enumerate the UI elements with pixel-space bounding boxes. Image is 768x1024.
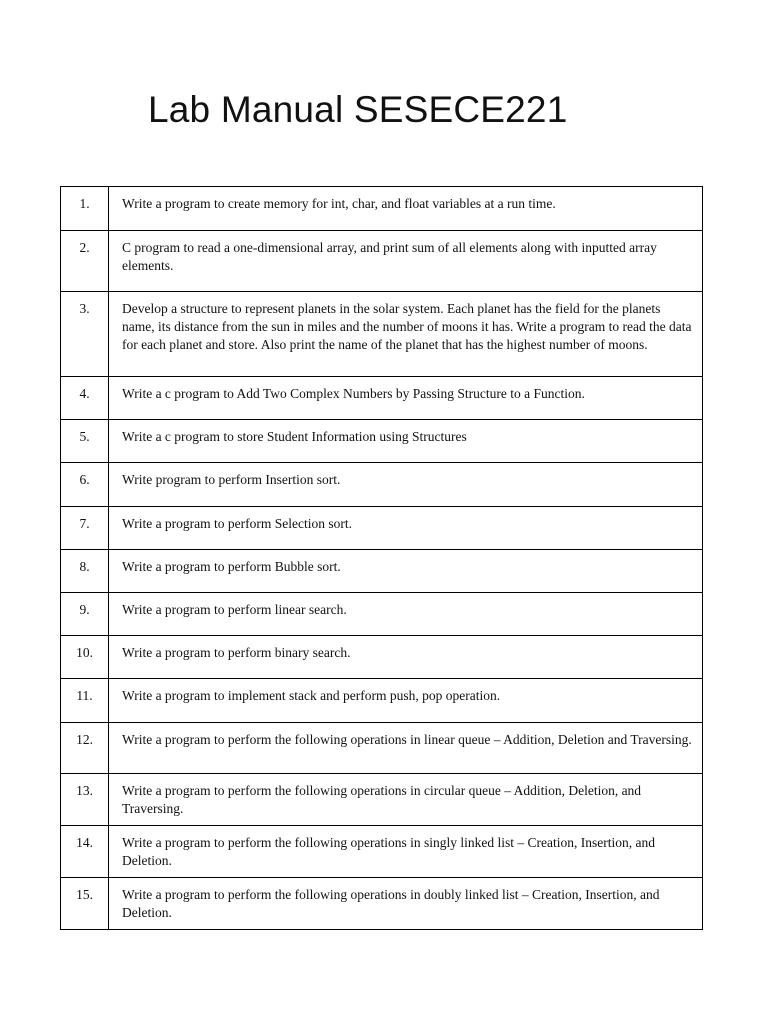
experiment-number: 9. xyxy=(61,593,109,636)
experiment-text: Write a program to perform the following operations in singly linked list – Creation, Insertion, and Deletion. xyxy=(109,826,703,878)
table-row xyxy=(61,292,703,377)
experiment-text: Develop a structure to represent planets in the solar system. Each planet has the field for the planets name, its distance from the sun in miles and the number of moons it has. Write a program to read the data for each planet and store. Also print the name of the planet that has the highest number of moons. xyxy=(109,292,703,377)
table-row xyxy=(61,723,703,774)
experiment-text: Write a program to implement stack and perform push, pop operation. xyxy=(109,679,703,723)
table-row xyxy=(61,507,703,550)
experiment-text: Write program to perform Insertion sort. xyxy=(109,463,703,507)
experiment-number: 6. xyxy=(61,463,109,507)
experiment-text: Write a program to perform the following operations in linear queue – Addition, Deletion and Traversing. xyxy=(109,723,703,774)
experiments-table xyxy=(60,186,703,930)
table-row xyxy=(61,420,703,463)
table-row xyxy=(61,878,703,930)
experiment-number: 13. xyxy=(61,774,109,826)
experiment-text: Write a program to perform the following operations in circular queue – Addition, Deletion, and Traversing. xyxy=(109,774,703,826)
experiment-text: Write a program to create memory for int, char, and float variables at a run time. xyxy=(109,187,703,231)
experiment-text: Write a c program to Add Two Complex Numbers by Passing Structure to a Function. xyxy=(109,377,703,420)
table-row xyxy=(61,636,703,679)
experiment-text: Write a program to perform binary search. xyxy=(109,636,703,679)
table-row xyxy=(61,550,703,593)
table-row xyxy=(61,231,703,292)
experiment-number: 8. xyxy=(61,550,109,593)
experiment-number: 2. xyxy=(61,231,109,292)
table-row xyxy=(61,774,703,826)
experiment-number: 14. xyxy=(61,826,109,878)
experiment-text: Write a program to perform Bubble sort. xyxy=(109,550,703,593)
table-row xyxy=(61,593,703,636)
experiment-number: 1. xyxy=(61,187,109,231)
experiment-number: 4. xyxy=(61,377,109,420)
experiment-number: 11. xyxy=(61,679,109,723)
experiment-number: 12. xyxy=(61,723,109,774)
table-row xyxy=(61,377,703,420)
experiment-text: Write a program to perform linear search. xyxy=(109,593,703,636)
experiment-number: 15. xyxy=(61,878,109,930)
experiment-text: C program to read a one-dimensional array, and print sum of all elements along with inputted array elements. xyxy=(109,231,703,292)
experiment-text: Write a program to perform the following operations in doubly linked list – Creation, Insertion, and Deletion. xyxy=(109,878,703,930)
experiment-number: 5. xyxy=(61,420,109,463)
experiment-text: Write a program to perform Selection sort. xyxy=(109,507,703,550)
experiment-number: 7. xyxy=(61,507,109,550)
table-row xyxy=(61,463,703,507)
experiment-number: 10. xyxy=(61,636,109,679)
table-row xyxy=(61,679,703,723)
experiment-number: 3. xyxy=(61,292,109,377)
experiment-text: Write a c program to store Student Information using Structures xyxy=(109,420,703,463)
page-title: Lab Manual SESECE221 xyxy=(148,89,568,130)
table-row xyxy=(61,187,703,231)
table-row xyxy=(61,826,703,878)
